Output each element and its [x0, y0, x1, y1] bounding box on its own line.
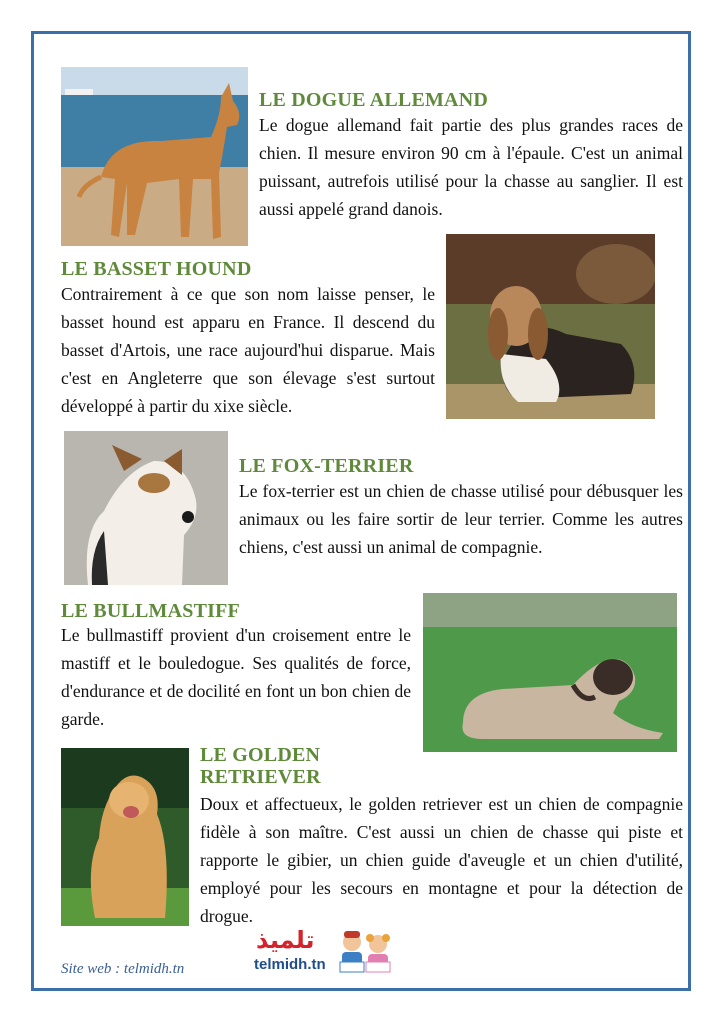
telmidh-logo	[252, 926, 397, 982]
section-text: Doux et affectueux, le golden retriever est un chien de compagnie fidèle à son maître. C'est aussi un chien de chasse qui piste et rapporte le gibier, un chien guide d'aveugle et un chien d'utilité, employé pour les secours en montagne et pour la détection de drogue.	[200, 794, 683, 926]
section-title: LE GOLDEN RETRIEVER	[200, 744, 321, 788]
website-link[interactable]: Site web : telmidh.tn	[61, 961, 185, 977]
logo-latin-text: telmidh.tn	[254, 956, 326, 973]
bullmastiff-photo	[423, 593, 677, 752]
section-title: LE FOX-TERRIER	[239, 455, 414, 477]
section-title: LE BASSET HOUND	[61, 258, 252, 280]
basset-hound-photo	[446, 234, 655, 419]
section-text: Le fox-terrier est un chien de chasse utilisé pour débusquer les animaux ou les faire sortir de leur terrier. Comme les autres chiens, c'est aussi un animal de compagnie.	[239, 481, 683, 557]
great-dane-photo	[61, 67, 248, 246]
children-reading-icon	[338, 928, 394, 980]
section-text: Contrairement à ce que son nom laisse penser, le basset hound est apparu en France. Il descend du basset d'Artois, une race aujourd'hui disparue. Mais c'est en Angleterre que son élevage s'est surtout développé à partir du xixe siècle.	[61, 284, 435, 416]
logo-arabic-text: تلميذ	[256, 926, 315, 954]
section-title: LE BULLMASTIFF	[61, 600, 240, 622]
golden-retriever-photo	[61, 748, 189, 926]
section-title: LE DOGUE ALLEMAND	[259, 89, 488, 111]
section-text: Le bullmastiff provient d'un croisement entre le mastiff et le bouledogue. Ses qualités de force, d'endurance et de docilité en font un bon chien de garde.	[61, 625, 411, 729]
section-text: Le dogue allemand fait partie des plus grandes races de chien. Il mesure environ 90 cm à l'épaule. C'est un animal puissant, autrefois utilisé pour la chasse au sanglier. Il est aussi appelé grand danois.	[259, 115, 683, 219]
fox-terrier-photo	[64, 431, 228, 585]
